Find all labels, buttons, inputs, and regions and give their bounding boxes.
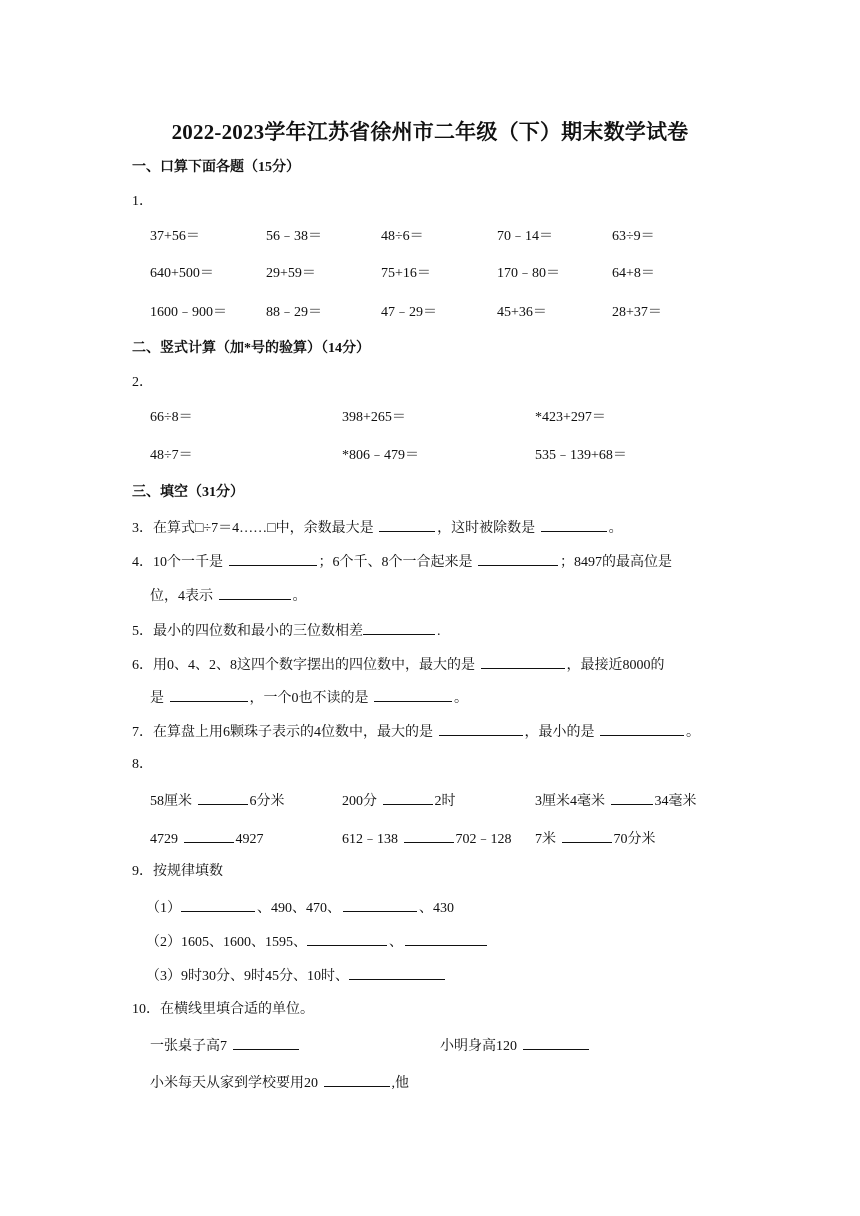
vertical-calc-item: 66÷8＝ (150, 410, 193, 425)
question-10-heading: 10．在横线里填合适的单位。 (132, 1002, 314, 1017)
unit-item: 小明身高120 (440, 1035, 591, 1057)
compare-item: 4729 4927 (150, 828, 264, 850)
oral-calc-item: 64+8＝ (612, 266, 655, 281)
question-4-cont: 位，4表示 。 (150, 585, 307, 607)
answer-blank[interactable] (181, 897, 255, 912)
oral-calc-item: 75+16＝ (381, 266, 431, 281)
answer-blank[interactable] (600, 721, 684, 736)
answer-blank[interactable] (343, 897, 417, 912)
answer-blank[interactable] (363, 620, 435, 635)
answer-blank[interactable] (404, 828, 454, 843)
unit-item: 一张桌子高7 (150, 1035, 301, 1057)
compare-item: 58厘米 6分米 (150, 790, 285, 812)
vertical-calc-item: *806﹣479＝ (342, 448, 419, 463)
unit-item: 小米每天从家到学校要用20 ,他 (150, 1072, 409, 1094)
vertical-calc-item: 48÷7＝ (150, 448, 193, 463)
answer-blank[interactable] (219, 585, 291, 600)
oral-calc-item: 88﹣29＝ (266, 305, 322, 320)
question-8-number: 8． (132, 757, 153, 772)
answer-blank[interactable] (349, 965, 445, 980)
question-7: 7．在算盘上用6颗珠子表示的4位数中，最大的是 ，最小的是 。 (132, 721, 700, 743)
vertical-calc-item: 535﹣139+68＝ (535, 448, 627, 463)
answer-blank[interactable] (374, 687, 452, 702)
oral-calc-item: 29+59＝ (266, 266, 316, 281)
question-2-number: 2． (132, 375, 153, 390)
compare-item: 3厘米4毫米 34毫米 (535, 790, 697, 812)
oral-calc-item: 1600﹣900＝ (150, 305, 227, 320)
answer-blank[interactable] (324, 1072, 390, 1087)
answer-blank[interactable] (233, 1035, 299, 1050)
answer-blank[interactable] (379, 517, 435, 532)
answer-blank[interactable] (611, 790, 653, 805)
answer-blank[interactable] (170, 687, 248, 702)
question-9-heading: 9．按规律填数 (132, 864, 223, 879)
question-3: 3．在算式□÷7＝4……□中，余数最大是 ，这时被除数是 。 (132, 517, 623, 539)
answer-blank[interactable] (478, 551, 558, 566)
question-9-part2: （2）1605、1600、1595、 、 (146, 931, 489, 953)
question-1-number: 1． (132, 194, 153, 209)
question-9-part1: （1） 、490、470、 、430 (146, 897, 454, 919)
section3-heading: 三、填空（31分） (132, 485, 244, 500)
question-5: 5．最小的四位数和最小的三位数相差 . (132, 620, 441, 642)
section1-heading: 一、口算下面各题（15分） (132, 160, 300, 175)
question-6: 6．用0、4、2、8这四个数字摆出的四位数中，最大的是 ，最接近8000的 (132, 654, 665, 676)
oral-calc-item: 170﹣80＝ (497, 266, 560, 281)
oral-calc-item: 45+36＝ (497, 305, 547, 320)
compare-item: 200分 2时 (342, 790, 456, 812)
answer-blank[interactable] (184, 828, 234, 843)
question-6-cont: 是 ，一个0也不读的是 。 (150, 687, 468, 709)
answer-blank[interactable] (541, 517, 607, 532)
answer-blank[interactable] (439, 721, 523, 736)
question-4: 4．10个一千是 ；6个千、8个一合起来是 ；8497的最高位是 (132, 551, 672, 573)
vertical-calc-item: 398+265＝ (342, 410, 406, 425)
answer-blank[interactable] (523, 1035, 589, 1050)
answer-blank[interactable] (481, 654, 565, 669)
question-9-part3: （3）9时30分、9时45分、10时、 (146, 965, 447, 987)
oral-calc-item: 28+37＝ (612, 305, 662, 320)
answer-blank[interactable] (562, 828, 612, 843)
answer-blank[interactable] (229, 551, 317, 566)
answer-blank[interactable] (405, 931, 487, 946)
oral-calc-item: 63÷9＝ (612, 229, 655, 244)
page-title: 2022-2023学年江苏省徐州市二年级（下）期末数学试卷 (171, 120, 689, 144)
compare-item: 7米 70分米 (535, 828, 656, 850)
compare-item: 612﹣138 702﹣128 (342, 828, 512, 850)
oral-calc-item: 56﹣38＝ (266, 229, 322, 244)
oral-calc-item: 37+56＝ (150, 229, 200, 244)
answer-blank[interactable] (383, 790, 433, 805)
answer-blank[interactable] (198, 790, 248, 805)
oral-calc-item: 640+500＝ (150, 266, 214, 281)
oral-calc-item: 70﹣14＝ (497, 229, 553, 244)
oral-calc-item: 48÷6＝ (381, 229, 424, 244)
vertical-calc-item: *423+297＝ (535, 410, 606, 425)
oral-calc-item: 47﹣29＝ (381, 305, 437, 320)
section2-heading: 二、竖式计算（加*号的验算）（14分） (132, 341, 370, 356)
answer-blank[interactable] (307, 931, 387, 946)
